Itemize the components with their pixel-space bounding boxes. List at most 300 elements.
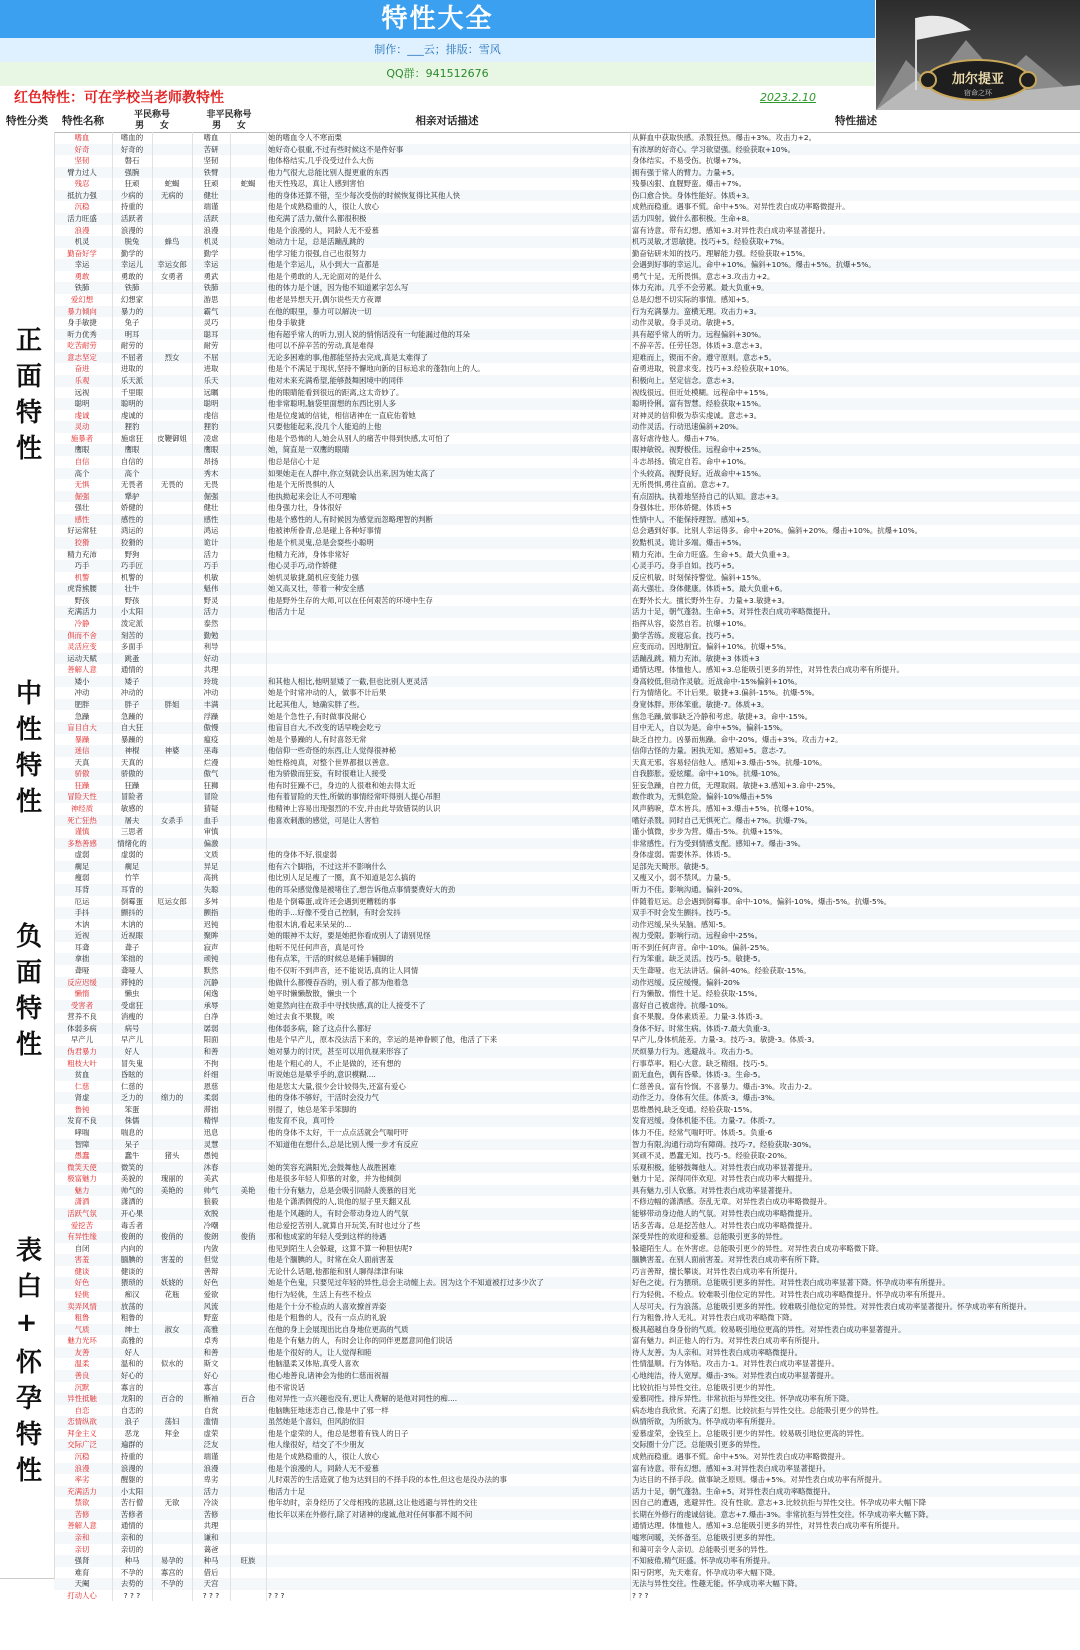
trait-name: 交际广泛 bbox=[67, 1440, 97, 1450]
player-title-female: 无病的 bbox=[160, 190, 184, 200]
player-title-male: 不孕的 bbox=[120, 1567, 144, 1577]
dialogue-text: 他喜欢刺激的感觉，可是让人害怕 bbox=[268, 815, 379, 825]
dialogue-text: 那和他成家的年轻人受到这样的待遇 bbox=[268, 1232, 387, 1242]
trait-description: 早产儿,身体机能差。力量-3。技巧-3。敏捷-3。体质-3。 bbox=[632, 1035, 820, 1045]
table-row bbox=[54, 676, 1080, 688]
player-title-male: 健谈的 bbox=[120, 1266, 144, 1276]
player-title-male: 暴力的 bbox=[120, 306, 144, 316]
trait-name: 坚韧 bbox=[74, 156, 90, 166]
player-title-female: 拜金 bbox=[164, 1428, 180, 1438]
dialogue-text: 她又高又壮，带着一种安全感 bbox=[268, 584, 365, 594]
trait-description: 积极向上。坚定信念。意志+3。 bbox=[632, 375, 739, 385]
player-title-male: 乏力的 bbox=[120, 1093, 144, 1103]
player-title-male: 笨拙的 bbox=[120, 954, 144, 964]
non-player-title-male: 和善 bbox=[203, 1347, 219, 1357]
non-player-title-male: 勤勉 bbox=[203, 630, 219, 640]
table-row bbox=[54, 537, 1080, 549]
player-title-male: 屠夫 bbox=[124, 815, 140, 825]
non-player-title-male: 勇武 bbox=[203, 271, 219, 281]
qq-group-line: QQ群：941512676 bbox=[0, 62, 875, 86]
trait-description: 和蔼可亲令人亲切。总能吸引更多的异性。 bbox=[632, 1544, 773, 1554]
trait-name: 骄傲 bbox=[74, 769, 90, 779]
table-row bbox=[54, 201, 1080, 213]
dialogue-text: 他有超乎常人的听力,别人说的悄悄话没有一句能漏过他的耳朵 bbox=[268, 329, 470, 339]
trait-description: 焦急毛躁,做事缺乏冷静和考虑。敏捷+3。命中-15%。 bbox=[632, 711, 813, 721]
trait-name: 早产儿 bbox=[70, 1035, 94, 1045]
dialogue-text: 他是个潇洒倜傥的人,说他的屋子里天翻又乱 bbox=[268, 1197, 411, 1207]
dialogue-text: 他盲目自大,不改变的话早晚会吃亏 bbox=[268, 723, 382, 733]
trait-description: 厌烦暴力行为。逃避战斗。攻击力-5。 bbox=[632, 1047, 758, 1057]
trait-name: 机灵 bbox=[74, 237, 90, 247]
table-row bbox=[54, 849, 1080, 861]
player-title-male: 遍群的 bbox=[120, 1440, 144, 1450]
dialogue-text: 他心地善良,诸神会为他的仁慈而祝福 bbox=[268, 1370, 389, 1380]
trait-name: 机警 bbox=[74, 572, 90, 582]
player-title-male: 滞钝的 bbox=[120, 977, 144, 987]
player-title-male: 壮牛 bbox=[124, 584, 140, 594]
player-title-male: ? ? ? bbox=[123, 1590, 141, 1600]
player-title-male: 好奇的 bbox=[120, 144, 144, 154]
trait-description: 身宽体胖。形体笨重。敏捷-7。体质+3。 bbox=[632, 699, 769, 709]
player-title-male: 高雅的 bbox=[120, 1336, 144, 1346]
player-title-male: 刻苦的 bbox=[120, 630, 144, 640]
table-row bbox=[54, 838, 1080, 850]
table-row bbox=[54, 1208, 1080, 1220]
player-title-male: 亲切的 bbox=[120, 1544, 144, 1554]
table-row bbox=[54, 1497, 1080, 1509]
dialogue-text: 他是个早产儿，原本没法活下来的，幸运的是神眷顾了他，他活了下来 bbox=[268, 1035, 498, 1045]
dialogue-text: 她的笑容充满阳光,会鼓舞他人战胜困难 bbox=[268, 1162, 396, 1172]
player-title-male: 美貌的 bbox=[120, 1174, 144, 1184]
trait-description: 拥有强于常人的臂力。力量+5。 bbox=[632, 167, 739, 177]
non-player-title-male: 柔弱 bbox=[203, 1093, 219, 1103]
non-player-title-male: 进取 bbox=[203, 364, 219, 374]
player-title-male: 蠢牛 bbox=[124, 1151, 140, 1161]
non-player-title-male: 精悍 bbox=[203, 1116, 219, 1126]
table-row bbox=[54, 699, 1080, 711]
dialogue-text: 听说她总是晕乎乎的,意识模糊.... bbox=[268, 1070, 376, 1080]
non-player-title-male: 血手 bbox=[203, 815, 219, 825]
table-row bbox=[54, 329, 1080, 341]
non-player-title-male: 阳面 bbox=[203, 1035, 219, 1045]
trait-name: 魅力 bbox=[74, 1185, 90, 1195]
trait-name: 恋情纵欲 bbox=[67, 1417, 97, 1427]
non-player-title-male: 活跃 bbox=[203, 213, 219, 223]
non-player-title-male: 异足 bbox=[203, 861, 219, 871]
trait-name: 粗鲁 bbox=[74, 1313, 90, 1323]
player-title-male: 急躁的 bbox=[120, 711, 144, 721]
player-title-male: 亲和的 bbox=[120, 1532, 144, 1542]
table-row bbox=[54, 1335, 1080, 1347]
trait-name: 活跃气氛 bbox=[67, 1209, 97, 1218]
non-player-title-male: 游思 bbox=[203, 294, 219, 304]
trait-name: 残忍 bbox=[74, 179, 90, 189]
non-player-title-male: 巫毒 bbox=[203, 746, 219, 756]
non-player-title-male: 冷淡 bbox=[203, 1498, 219, 1508]
non-player-title-male: 共理 bbox=[203, 665, 219, 675]
trait-name: 手抖 bbox=[74, 908, 90, 918]
table-row bbox=[54, 1532, 1080, 1544]
dialogue-text: 他的身体不太好，干一点点活就会气喘吁吁 bbox=[268, 1128, 409, 1138]
col-name: 特性名称 bbox=[62, 115, 104, 127]
category-text: 中性特性 bbox=[11, 678, 42, 823]
dialogue-text: 她过去食不果腹，唉 bbox=[268, 1012, 335, 1022]
dialogue-text: 无论多困难的事,他都能坚持去完成,真是太难得了 bbox=[268, 352, 428, 362]
trait-description: 话多苦毒。总是挖苦他人。对异性表白成功率略微提升。 bbox=[632, 1220, 817, 1230]
non-player-title-male: 承辱 bbox=[203, 1000, 219, 1010]
dialogue-text: 他很木讷,看起来呆呆的... bbox=[268, 919, 352, 929]
non-player-title-male: 孱弱 bbox=[203, 1023, 219, 1033]
trait-name: 异性抵触 bbox=[67, 1394, 97, 1404]
trait-description: 会遇到好事的幸运儿。命中+10%。偏斜+10%。爆击+5%。抗爆+5%。 bbox=[632, 260, 876, 270]
dialogue-text: 他是个成熟稳重的人，很让人放心 bbox=[268, 1451, 379, 1461]
table-row bbox=[54, 225, 1080, 237]
player-title-male: 冲动的 bbox=[120, 688, 144, 698]
player-title-male: 多面手 bbox=[120, 642, 144, 652]
table-row bbox=[54, 653, 1080, 665]
table-row bbox=[54, 791, 1080, 803]
trait-name: 谨慎 bbox=[74, 827, 90, 837]
table-row bbox=[54, 178, 1080, 190]
non-player-title-male: 瘟疫 bbox=[203, 734, 219, 744]
trait-name: 沉默 bbox=[74, 1382, 90, 1392]
player-title-male: 木讷的 bbox=[120, 919, 144, 929]
player-title-male: 颤抖的 bbox=[120, 908, 144, 918]
trait-name: 高个 bbox=[74, 468, 90, 478]
trait-description: 爱慕同性。排斥异性。非常抗拒与异性交往。怀孕成功率有所下降。 bbox=[632, 1394, 854, 1404]
table-row bbox=[54, 1544, 1080, 1556]
trait-description: 成熟而稳重。遇事不慌。命中+5%。对异性表白成功率略微提升。 bbox=[632, 202, 850, 212]
player-title-male: 去势的 bbox=[120, 1579, 144, 1589]
player-title-male: 情绪化的 bbox=[117, 838, 147, 848]
player-title-male: 倒霉蛋 bbox=[120, 896, 144, 906]
non-player-title-male: 丰满 bbox=[203, 699, 219, 709]
table-row bbox=[54, 363, 1080, 375]
non-player-title-male: 白净 bbox=[203, 1012, 219, 1022]
player-title-female: 不孕的 bbox=[160, 1579, 184, 1589]
table-row bbox=[54, 1451, 1080, 1463]
player-title-female: 绵力的 bbox=[160, 1093, 184, 1103]
table-row bbox=[54, 248, 1080, 260]
player-title-male: 脱兔 bbox=[124, 237, 140, 247]
non-player-title-male: 铁臂 bbox=[203, 167, 219, 177]
trait-description: 又瘦又小，弱不禁风。力量-5。 bbox=[632, 873, 736, 883]
dialogue-text: 他不仅听不到声音，还不能说话,真的让人同情 bbox=[268, 966, 419, 976]
player-title-female: 厄运女郎 bbox=[157, 896, 187, 906]
dialogue-text: 他的手...好像不受自己控制，有时会发抖 bbox=[268, 908, 401, 918]
non-player-title-male: 好色 bbox=[203, 1278, 219, 1288]
trait-name: 哮喘 bbox=[74, 1128, 90, 1138]
trait-name: 受害者 bbox=[70, 1000, 94, 1010]
col-description: 特性描述 bbox=[835, 115, 877, 127]
player-title-male: 腼腆的 bbox=[120, 1255, 144, 1265]
player-title-male: 好人 bbox=[124, 1047, 140, 1057]
player-title-male: 近视眼 bbox=[120, 931, 144, 941]
player-title-female: 花瓶 bbox=[164, 1290, 180, 1299]
non-player-title-male: 巧手 bbox=[203, 561, 219, 571]
trait-description: 活力十足，朝气蓬勃。生命+5。对异性表白成功率略微提升。 bbox=[632, 607, 836, 617]
player-title-male: 温和的 bbox=[120, 1359, 144, 1369]
player-title-male: 自大狂 bbox=[120, 723, 144, 733]
trait-description: 富有诗意。带有幻想。感知+3.对异性表白成功率显著提升。 bbox=[632, 225, 831, 235]
non-player-title-male: 感性 bbox=[203, 514, 219, 524]
trait-name: 精力充沛 bbox=[67, 549, 97, 559]
player-title-male: 小太阳 bbox=[120, 1486, 144, 1496]
non-player-title-male: 多舛 bbox=[203, 896, 219, 906]
notice-row bbox=[0, 86, 875, 110]
trait-description: 残暴凶狠、血腥野蛮。爆击+7%。 bbox=[632, 179, 746, 189]
trait-description: 总是幻想不切实际的事情。感知+5。 bbox=[632, 294, 754, 304]
trait-name: 盲目自大 bbox=[67, 723, 97, 733]
player-title-male: 竹竿 bbox=[124, 873, 140, 883]
category-text: 正面特性 bbox=[11, 326, 42, 471]
table-row bbox=[54, 1428, 1080, 1440]
table-row bbox=[54, 479, 1080, 491]
trait-name: 多愁善感 bbox=[67, 838, 97, 848]
non-player-title-male: 秀木 bbox=[203, 468, 219, 478]
table-row bbox=[54, 1185, 1080, 1197]
non-player-title-male: 滥情 bbox=[203, 1417, 219, 1427]
dialogue-text: 他行为轻佻，生活上有些不检点 bbox=[268, 1290, 372, 1299]
table-row bbox=[54, 514, 1080, 526]
non-player-title-male: 玲珑 bbox=[203, 676, 219, 686]
player-title-male: 千里眼 bbox=[120, 387, 144, 397]
non-player-title-male: 坚韧 bbox=[203, 156, 219, 166]
table-row bbox=[54, 294, 1080, 306]
trait-description: 嘘寒问暖，关怀备至。总能吸引更多的异性。 bbox=[632, 1532, 780, 1542]
player-title-male: 通情的 bbox=[120, 1521, 144, 1531]
trait-description: 体力充沛。几乎不会劳累。最大负重+9。 bbox=[632, 283, 769, 293]
trait-name: 灵活应变 bbox=[67, 642, 97, 652]
trait-name: 勤奋好学 bbox=[67, 248, 97, 258]
dialogue-text: 他是个幸运儿，从小到大一直都是 bbox=[268, 260, 379, 270]
trait-name: 拜金主义 bbox=[67, 1428, 97, 1438]
table-row bbox=[54, 1520, 1080, 1532]
non-player-title-male: 狂狮 bbox=[203, 780, 219, 790]
player-title-male: 高个 bbox=[124, 468, 140, 478]
trait-name: 自恋 bbox=[74, 1405, 90, 1415]
trait-description: 人尽可夫。行为浪荡。总能吸引更多的异性。较难吸引他位定的异性。对异性表白成功率显著提升。怀孕成功率有所提升。 bbox=[632, 1301, 1032, 1311]
table-row bbox=[54, 919, 1080, 931]
table-row bbox=[54, 1162, 1080, 1174]
dialogue-text: 他是个倒霉蛋,或许还会遇到更糟糕的事 bbox=[268, 896, 396, 906]
dialogue-text: 她是个色鬼，只要见过年轻的异性,总会主动缠上去。因为这个不知道被打过多少次了 bbox=[268, 1278, 544, 1288]
trait-name: 俱而不舍 bbox=[67, 630, 97, 640]
dialogue-text: 他的体力是个谜，因为他不知道累字怎么写 bbox=[268, 283, 409, 293]
table-row bbox=[54, 282, 1080, 294]
trait-name: 反应迟缓 bbox=[67, 977, 97, 987]
non-player-title-male: 审慎 bbox=[203, 827, 219, 837]
player-title-male: 巧手匠 bbox=[120, 561, 144, 571]
non-player-title-male: 端谨 bbox=[203, 202, 219, 212]
dialogue-text: 他有时狂躁不已，身边的人很难和她去得太近 bbox=[268, 780, 416, 790]
non-player-title-male: 沐春 bbox=[203, 1162, 219, 1172]
table-row bbox=[54, 896, 1080, 908]
dialogue-text: 他是个虚荣的人，他总是想着有钱人的日子 bbox=[268, 1428, 409, 1438]
trait-name: 粗枝大叶 bbox=[67, 1058, 97, 1068]
trait-description: 视力受限。影响行动。远程命中-25%。 bbox=[632, 931, 762, 941]
non-player-title-male: 谦和 bbox=[203, 1532, 219, 1542]
dialogue-text: 他可以不辞辛苦的劳动,真是难得 bbox=[268, 341, 374, 351]
table-row bbox=[54, 155, 1080, 167]
dialogue-text: 他力气很大,总能比别人提更重的东西 bbox=[268, 167, 389, 177]
player-title-male: 苦修者 bbox=[120, 1509, 144, 1519]
trait-name: 耳聋 bbox=[74, 942, 90, 952]
table-row bbox=[54, 144, 1080, 156]
non-player-title-male: 灵巧 bbox=[203, 318, 219, 328]
trait-description: 非常感性。行为受到情感支配。感知+7。爆击-3%。 bbox=[632, 838, 806, 848]
column-divider bbox=[230, 132, 231, 1601]
trait-description: 动作灵活。行动迅速偏斜+20%。 bbox=[632, 422, 744, 432]
trait-description: 有点固执。执着地坚持自己的认知。意志+3。 bbox=[632, 491, 784, 501]
dialogue-text: 他是位虔诚的信徒，相信诸神在一直庇佑着她 bbox=[268, 410, 416, 420]
trait-name: 爱幻想 bbox=[70, 294, 94, 304]
trait-name: 禁欲 bbox=[74, 1498, 90, 1508]
trait-name: 难育 bbox=[74, 1567, 90, 1577]
table-row bbox=[54, 1474, 1080, 1486]
trait-name: 运动天赋 bbox=[67, 653, 97, 663]
trait-name: 拿拙 bbox=[74, 954, 90, 964]
trait-name: 倔强 bbox=[74, 491, 90, 501]
player-title-male: 进取的 bbox=[120, 364, 144, 374]
player-title-male: 好人 bbox=[124, 1347, 140, 1357]
player-title-male: 俊朗的 bbox=[120, 1232, 144, 1242]
trait-description: 富有魅力。纠正他人的行为。对异性表白成功率有所提升。 bbox=[632, 1336, 825, 1346]
player-title-male: 矮子 bbox=[124, 676, 140, 686]
trait-name: 好运常驻 bbox=[67, 526, 97, 536]
trait-name: 瘦弱 bbox=[74, 873, 90, 883]
player-title-male: 龙阳的 bbox=[120, 1394, 144, 1404]
non-player-title-male: 凌虐 bbox=[203, 433, 219, 443]
table-row bbox=[54, 1590, 1080, 1602]
player-title-male: 耐劳的 bbox=[120, 341, 144, 351]
non-player-title-male: 苦修 bbox=[203, 1509, 219, 1519]
player-title-male: 野孩 bbox=[124, 595, 140, 605]
table-row bbox=[54, 1034, 1080, 1046]
non-player-title-male: 聪耳 bbox=[203, 329, 219, 339]
table-row bbox=[54, 167, 1080, 179]
table-row bbox=[54, 1173, 1080, 1185]
dialogue-text: 他为骄傲而狂妄，有时很难让人接受 bbox=[268, 769, 387, 779]
dialogue-text: 他长年以来在外修行,除了对诸神的虔诚,他对任何事都不闻不问 bbox=[268, 1509, 473, 1519]
table-row bbox=[54, 1416, 1080, 1428]
table-row bbox=[54, 560, 1080, 572]
col-category: 特性分类 bbox=[6, 115, 48, 127]
trait-name: 潇洒 bbox=[74, 1197, 90, 1207]
trait-name: 善解人意 bbox=[67, 665, 97, 675]
trait-description: 伴随着厄运。总会遇到倒霉事。命中-10%。偏斜-10%。爆击-5%。抗爆-5%。 bbox=[632, 896, 892, 906]
player-title-male: 放荡的 bbox=[120, 1301, 144, 1311]
header bbox=[0, 0, 875, 110]
table-row bbox=[54, 1578, 1080, 1590]
non-player-title-male: 浪漫 bbox=[203, 1463, 219, 1473]
table-row bbox=[54, 687, 1080, 699]
non-player-title-male: 迟钝 bbox=[203, 919, 219, 929]
non-player-title-male: 颤指 bbox=[203, 908, 219, 918]
trait-description: 活力四射。做什么都积极。生命+8。 bbox=[632, 213, 754, 223]
player-title-male: 潇洒的 bbox=[120, 1197, 144, 1207]
dialogue-text: 他是个粗鲁的人，没有一点点的礼貌 bbox=[268, 1313, 387, 1323]
trait-description: 斗志昂扬。镇定自若。命中+10%。 bbox=[632, 456, 751, 466]
trait-name: 害羞 bbox=[74, 1255, 90, 1265]
trait-description: 比较抗拒与异性交往。总能吸引更少的异性。 bbox=[632, 1382, 780, 1392]
trait-description: 性情温顺。行为体贴。攻击力-1。对异性表白成功率显著提升。 bbox=[632, 1359, 839, 1369]
non-player-title-male: 斯文 bbox=[203, 1359, 219, 1369]
non-player-title-male: 浮躁 bbox=[203, 711, 219, 721]
dialogue-text: 如果她走在人群中,你立刻就会认出来,因为她太高了 bbox=[268, 468, 436, 478]
trait-description: 待人友善。为人亲和。对异性表白成功率略微提升。 bbox=[632, 1347, 802, 1357]
trait-name: 木讷 bbox=[74, 919, 90, 929]
dialogue-text: 他是个粗心的人，不止是做的，还有想的 bbox=[268, 1058, 402, 1068]
trait-description: 狡黠机灵。诡计多端。爆击+5%。 bbox=[632, 537, 746, 547]
table-row bbox=[54, 1567, 1080, 1579]
trait-description: 谨小慎微，步步为营。爆击-5%。抗爆+15%。 bbox=[632, 827, 788, 837]
non-player-title-male: 借后 bbox=[203, 1567, 219, 1577]
table-row bbox=[54, 1405, 1080, 1417]
player-title-female: 俊俏的 bbox=[160, 1232, 184, 1242]
trait-name: 臂力过人 bbox=[67, 167, 97, 177]
player-title-male: 自信的 bbox=[120, 456, 144, 466]
trait-description: 冥顽不灵。愚蠢无知。技巧-5。经验获取-20%。 bbox=[632, 1151, 792, 1161]
player-title-female: 寡宫的 bbox=[160, 1567, 184, 1577]
player-title-male: 瘸足 bbox=[124, 861, 140, 871]
dialogue-text: 他是个成熟稳重的人，很让人放心 bbox=[268, 202, 379, 212]
trait-description: 听力不佳。影响沟通。偏斜-20%。 bbox=[632, 885, 748, 895]
player-title-male: 通情的 bbox=[120, 665, 144, 675]
trait-description: 身体不好。时常生病。体质-7.最大负重-3。 bbox=[632, 1023, 775, 1033]
trait-name: 厄运 bbox=[74, 896, 90, 906]
trait-description: 巧言善辩，擅长攀谈。对异性表白成功率有所提升。 bbox=[632, 1266, 802, 1276]
trait-description: 体力不佳。经常气喘吁吁。体质-5。负重-6 bbox=[632, 1128, 773, 1138]
player-title-male: 鹰眼 bbox=[124, 445, 140, 455]
trait-name: 耳背 bbox=[74, 885, 90, 895]
non-player-title-male: 倔强 bbox=[203, 491, 219, 501]
trait-name: 听力优秀 bbox=[67, 329, 97, 339]
non-player-title-male: 泛友 bbox=[203, 1440, 219, 1450]
non-player-title-male: 活力 bbox=[203, 607, 219, 617]
trait-name: 强壮 bbox=[74, 503, 90, 513]
trait-description: 天真无邪。容易轻信他人。感知+3.爆击-5%。抗爆-10%。 bbox=[632, 757, 827, 767]
trait-description: 喜好自己被虐待。抗爆-10%。 bbox=[632, 1000, 733, 1010]
table-row bbox=[54, 595, 1080, 607]
dialogue-text: 她机灵敏捷,随机应变能力强 bbox=[268, 572, 360, 582]
player-title-male: 强腕 bbox=[124, 167, 140, 177]
trait-name: 营养不良 bbox=[67, 1012, 97, 1022]
table-row bbox=[54, 375, 1080, 387]
trait-description: 发育迟缓。身体机能不佳。力量-7。体质-7。 bbox=[632, 1116, 780, 1126]
trait-description: 活蹦乱跳。精力充沛。敏捷+3 体质+3 bbox=[632, 653, 760, 663]
trait-description: 动作迟缓。反应缓慢。偏斜-20% bbox=[632, 977, 740, 987]
dialogue-text: 虽然她是个喜妇，但风韵依旧 bbox=[268, 1417, 365, 1427]
table-row bbox=[54, 977, 1080, 989]
trait-name: 率劣 bbox=[74, 1475, 90, 1485]
player-title-female: 烈女 bbox=[164, 352, 180, 362]
table-row bbox=[54, 711, 1080, 723]
non-player-title-male: 昂扬 bbox=[203, 456, 219, 466]
trait-description: 具有魅力,引人钦慕。对异性表白成功率显著提升。 bbox=[632, 1185, 797, 1195]
dialogue-text: 他是个风趣的人，有时会带动身边人的气氛 bbox=[268, 1209, 409, 1218]
trait-name: 巧手 bbox=[74, 561, 90, 571]
player-title-male: 寡言的 bbox=[120, 1382, 144, 1392]
dialogue-text: 她性格纯真，对整个世界都报以善意。 bbox=[268, 757, 394, 767]
table-row bbox=[54, 306, 1080, 318]
player-title-male: 种马 bbox=[124, 1556, 140, 1566]
player-title-male: 敏感的 bbox=[120, 804, 144, 814]
non-player-title-male: 利导 bbox=[203, 642, 219, 652]
trait-description: 通情达理。体恤他人。感知+3.总能吸引更多的异性，对异性表白成功率有所提升。 bbox=[632, 665, 904, 675]
table-row bbox=[54, 1382, 1080, 1394]
non-player-title-male: 魁伟 bbox=[203, 584, 219, 594]
